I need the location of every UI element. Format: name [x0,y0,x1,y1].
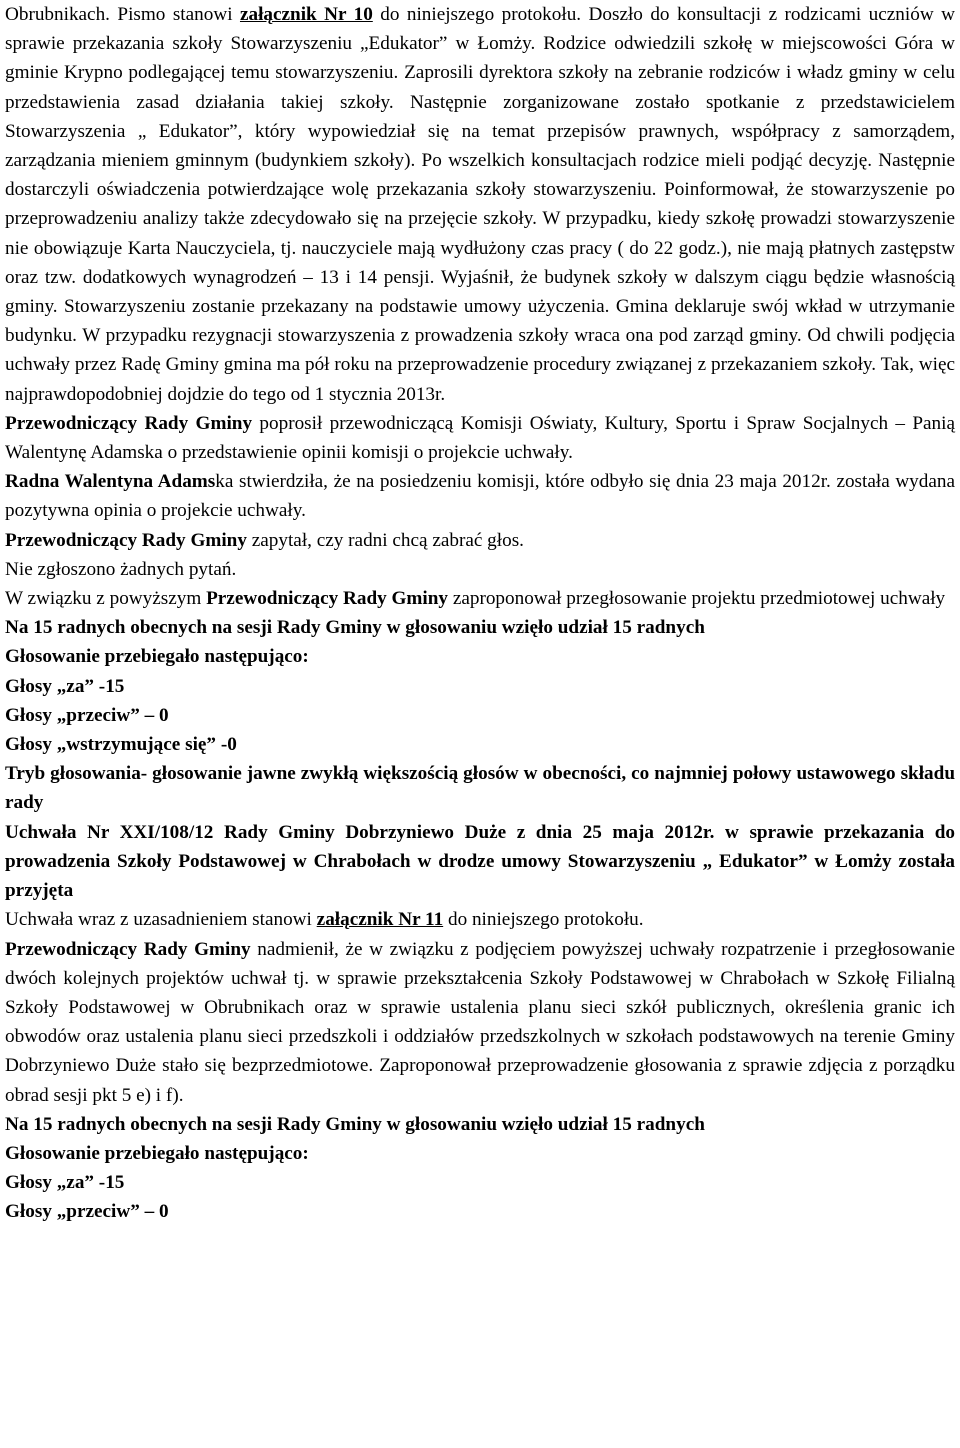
paragraph-attachment-11 [5,905,955,934]
paragraph-chairman-request [5,409,955,467]
paragraph-no-questions: Nie zgłoszono żadnych pytań. [5,558,237,580]
paragraph-vote-proposal [5,584,955,613]
text: Uchwała wraz z uzasadnieniem stanowi [5,909,317,931]
text: zaproponował przegłosowanie projektu przedmiotowej uchwały [448,588,946,610]
speaker-name: Przewodniczący Rady Gminy [206,588,449,610]
text: W związku z powyższym [5,588,207,610]
text: Obrubnikach. Pismo stanowi [5,4,240,25]
vote2-attendance: Na 15 radnych obecnych na sesji Rady Gminy w głosowaniu wzięło udział 15 radnych [5,1113,705,1135]
text: do niniejszego protokołu. [443,909,644,931]
text: ka stwierdziła, że na posiedzeniu komisji, które odbyło się dnia 23 maja 2012r. została wydana pozytywna opinia o projekcie uchwały. [5,471,955,522]
attachment-10-reference: załącznik Nr 10 [239,4,373,25]
vote1-attendance: Na 15 radnych obecnych na sesji Rady Gminy w głosowaniu wzięło udział 15 radnych [5,617,705,639]
paragraph-chairman-question [5,526,955,555]
vote2-header: Głosowanie przebiegało następująco: [5,1142,309,1164]
text: do niniejszego protokołu. Doszło do konsultacji z rodzicami uczniów w sprawie przekazania szkoły Stowarzyszeniu „Edukator” w Łomży. Rodzice odwiedzili szkołę w miejscowości Góra w gminie Krypno podlegającej temu stowarzyszeniu. Zaprosili dyrektora szkoły na zebranie rodziców i władz gminy w celu przedstawienia zasad działania takiej szkoły. Następnie zorganizowane zostało spotkanie z przedstawicielem Stowarzyszenia „ Edukator”, który wypowiedział się na temat przepisów prawnych, współpracy z samorządem, zarządzania mieniem gminnym (budynkiem szkoły). Po wszelkich konsultacjach rodzice mieli podjąć decyzję. Następnie dostarczyli oświadczenia potwierdzające wolę przekazania szkoły stowarzyszeniu. Poinformował, że stowarzyszenie po przeprowadzeniu analizy także zdecydowało się na przejęcie szkoły. W przypadku, kiedy szkołę prowadzi stowarzyszenie nie obowiązuje Karta Nauczyciela, tj. nauczyciele mają wydłużony czas pracy ( do 22 godz.), nie mają płatnych zastępstw oraz tzw. dodatkowych wynagrodzeń – 13 i 14 pensji. Wyjaśnił, że budynek szkoły w dalszym ciągu będzie własnością gminy. Stowarzyszeniu zostanie przekazany na podstawie umowy użyczenia. Gmina deklaruje swój wkład w utrzymanie budynku. W przypadku rezygnacji stowarzyszenia z prowadzenia szkoły wraca ona pod zarząd gminy. Od chwili podjęcia uchwały przez Radę Gminy gmina ma pół roku na przeprowadzenie procedury związanej z przekazaniem szkoły. Tak, więc najprawdopodobniej dojdzie do tego od 1 stycznia 2013r. [5,4,955,405]
vote1-mode: Tryb głosowania- głosowanie jawne zwykłą większością głosów w obecności, co najmniej połowy ustawowego składu rady [5,763,955,814]
paragraph-consultations [5,0,955,409]
attachment-11-reference: załącznik Nr 11 [316,909,444,931]
vote2-against: Głosy „przeciw” – 0 [5,1201,169,1223]
resolution-adopted: Uchwała Nr XXI/108/12 Rady Gminy Dobrzyniewo Duże z dnia 25 maja 2012r. w sprawie przekazania do prowadzenia Szkoły Podstawowej w Chrabołach w drodze umowy Stowarzyszeniu „ Edukator” w Łomży została przyjęta [5,821,955,902]
text: zapytał, czy radni chcą zabrać głos. [246,529,524,551]
paragraph-chairman-remark [5,935,955,1110]
text: nadmienił, że w związku z podjęciem powyższej uchwały rozpatrzenie i przegłosowanie dwóch kolejnych projektów uchwał tj. w sprawie przekształcenia Szkoły Podstawowej w Chrabołach w Szkołę Filialną Szkoły Podstawowej w Obrubnikach oraz w sprawie ustalenia planu sieci szkół publicznych, określenia granic ich obwodów oraz ustalenia planu sieci przedszkoli i oddziałów przedszkolnych w szkołach podstawowych na terenie Gminy Dobrzyniewo Duże stało się bezprzedmiotowe. Zaproponował przeprowadzenie głosowania z sprawie zdjęcia z porządku obrad sesji pkt 5 e) i f). [5,938,955,1106]
speaker-name: Przewodniczący Rady Gminy [5,938,251,960]
speaker-name: Przewodniczący Rady Gminy [5,529,247,551]
vote1-for: Głosy „za” -15 [5,675,125,697]
text: poprosił przewodniczącą Komisji Oświaty, Kultury, Sportu i Spraw Socjalnych – Panią Walentynę Adamska o przedstawienie opinii komisji o projekcie uchwały. [5,412,955,464]
speaker-name: Przewodniczący Rady Gminy [5,412,253,434]
speaker-name: Radna Walentyna Adams [5,471,216,493]
vote1-against: Głosy „przeciw” – 0 [5,704,169,726]
vote1-abstain: Głosy „wstrzymujące się” -0 [5,734,237,756]
vote1-header: Głosowanie przebiegało następująco: [5,646,309,668]
paragraph-commission-opinion [5,467,955,525]
vote2-for: Głosy „za” -15 [5,1172,125,1194]
